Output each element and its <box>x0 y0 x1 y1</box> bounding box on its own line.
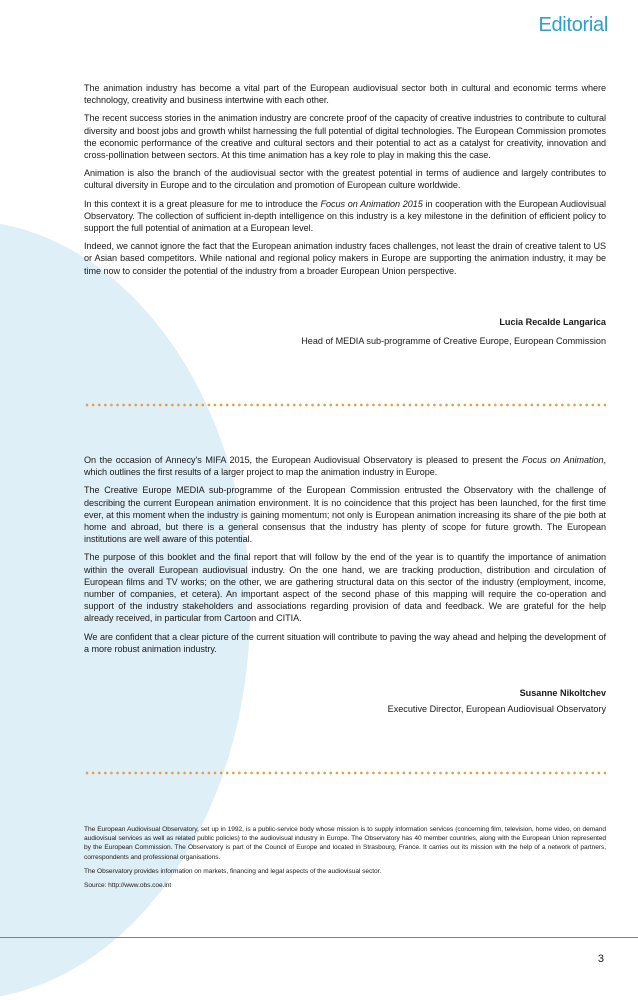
footnote-source: Source: http://www.obs.coe.int <box>84 882 172 890</box>
signature-1 <box>84 316 606 348</box>
page-title: Editorial <box>538 14 608 36</box>
signature-name: Susanne Nikoltchev <box>519 688 606 698</box>
signature-2 <box>84 687 606 716</box>
footnote-paragraph: The Observatory provides information on markets, financing and legal aspects of the audiovisual sector. <box>84 867 382 875</box>
footer-rule <box>0 937 638 938</box>
paragraph: On the occasion of Annecy's MIFA 2015, the European Audiovisual Observatory is pleased to present the Focus on Animation, which outlines the first results of a larger project to map the animation industry in Europe. <box>84 455 606 478</box>
signature-title: Executive Director, European Audiovisual Observatory <box>387 704 606 714</box>
dotted-divider <box>84 771 606 775</box>
editorial-section-2 <box>84 454 606 661</box>
publication-title: Focus on Animation <box>522 455 604 465</box>
page-number: 3 <box>597 953 604 965</box>
publication-title: Focus on Animation 2015 <box>320 198 423 209</box>
paragraph: We are confident that a clear picture of the current situation will contribute to paving the way ahead and helping the development of a more robust animation industry. <box>84 631 606 654</box>
paragraph: Animation is also the branch of the audiovisual sector with the greatest potential in terms of audience and largely contributes to cultural diversity in Europe and to the circulation and promotion of European culture worldwide. <box>84 168 606 191</box>
paragraph: In this context it is a great pleasure for me to introduce the Focus on Animation 2015 in cooperation with the European Audiovisual Observatory. The collection of sufficient in-depth intelligence on this industry is a key milestone in the definition of efficient policy to support the full potential of animation at a European level. <box>84 198 606 234</box>
signature-name: Lucia Recalde Langarica <box>499 317 606 327</box>
paragraph: The animation industry has become a vital part of the European audiovisual sector both in cultural and economic terms where technology, creativity and business intertwine with each other. <box>84 83 606 106</box>
paragraph: The purpose of this booklet and the final report that will follow by the end of the year is to quantify the importance of animation within the overall European audiovisual industry. On the one hand, we are tracking production, distribution and circulation of European films and TV works; on the other, we are gathering structural data on this sector of the industry (employment, income, number of companies, et cetera). An important aspect of the second phase of this mapping will require the co-operation and support of the industry stakeholders and associations regarding provision of data and feedback. We are grateful for the help already received, in particular from Cartoon and CITIA. <box>84 552 606 624</box>
signature-title: Head of MEDIA sub-programme of Creative Europe, European Commission <box>301 336 606 346</box>
editorial-section-1 <box>84 82 606 283</box>
dotted-divider <box>84 403 606 407</box>
footnote <box>84 825 606 895</box>
paragraph: The Creative Europe MEDIA sub-programme of the European Commission entrusted the Observatory with the challenge of describing the current European animation environment. It is no coincidence that this project has been launched, for the first time ever, at this moment when the industry is gaining momentum; not only is European animation increasing its share of the pie both at home and abroad, but there is a general consensus that the industry has plenty of scope for future growth. The European institutions are well aware of this potential. <box>84 485 606 545</box>
footnote-paragraph: The European Audiovisual Observatory, set up in 1992, is a public-service body whose mission is to supply information services (concerning film, television, home video, on demand audiovisual services as well as related public policies) to the audiovisual industry in Europe. The Observatory has 40 member countries, along with the European Union represented by the European Commission. The Observatory is part of the Council of Europe and located in Strasbourg, France. It carries out its mission with the help of a network of partners, correspondents and professional organisations. <box>84 826 606 861</box>
paragraph: The recent success stories in the animation industry are concrete proof of the capacity of creative industries to contribute to cultural diversity and boost jobs and growth whilst harnessing the full potential of digital technologies. The European Commission promotes the economic performance of the creative and cultural sectors and their potential to act as a catalyst for creativity, innovation and cross-pollination between sectors. At this time animation has a key role to play in making this the case. <box>84 113 606 161</box>
paragraph: Indeed, we cannot ignore the fact that the European animation industry faces challenges, not least the drain of creative talent to US or Asian based competitors. While national and regional policy makers in Europe are supporting the animation industry, it may be time now to consider the potential of the industry from a broader European Union perspective. <box>84 241 606 276</box>
